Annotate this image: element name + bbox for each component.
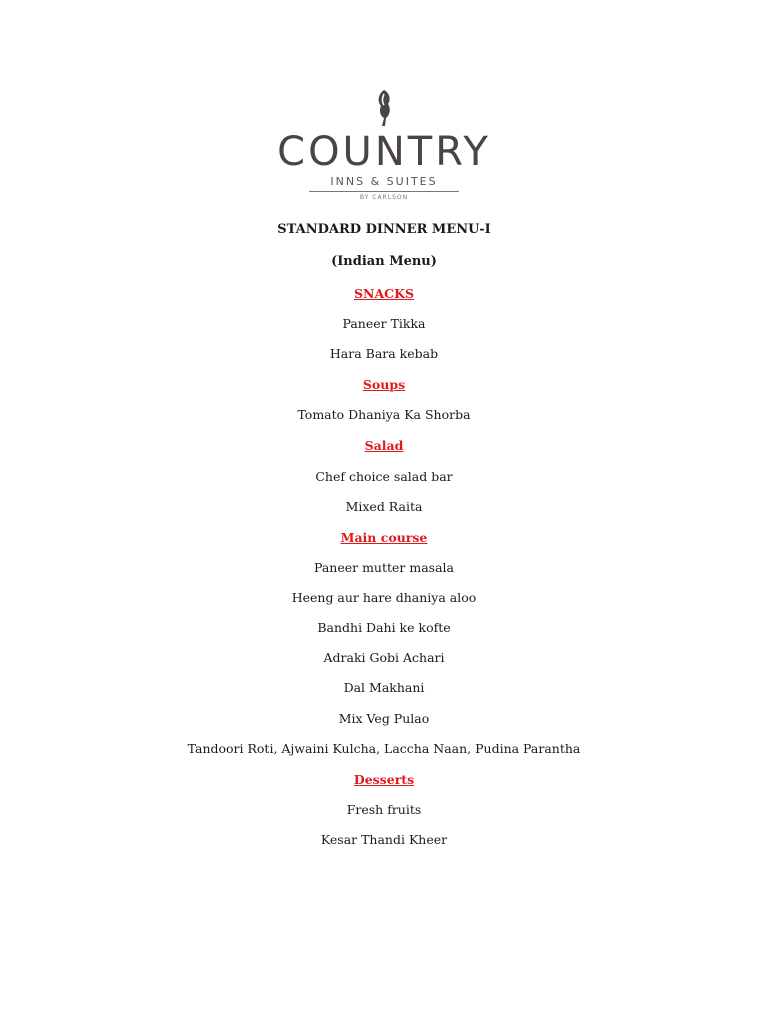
- leaf-icon: [372, 88, 396, 128]
- logo-divider: [309, 191, 459, 192]
- logo-by: BY CARLSON: [359, 194, 409, 201]
- menu-item: Hara Bara kebab: [329, 346, 439, 361]
- menu: [0, 222, 768, 848]
- logo-brand: COUNTRY: [277, 129, 491, 175]
- menu-item: Mixed Raita: [345, 499, 423, 514]
- section-heading-salad: Salad: [364, 438, 404, 453]
- section-heading-main-course: Main course: [340, 530, 428, 545]
- menu-item: Chef choice salad bar: [315, 469, 453, 484]
- menu-item: Tomato Dhaniya Ka Shorba: [297, 407, 471, 422]
- logo-sub: INNS & SUITES: [330, 175, 438, 188]
- menu-item: Fresh fruits: [346, 802, 422, 817]
- section-heading-snacks: SNACKS: [354, 286, 414, 301]
- menu-item: Mix Veg Pulao: [338, 711, 430, 726]
- menu-item: Paneer mutter masala: [313, 560, 454, 575]
- menu-item: Adraki Gobi Achari: [323, 650, 445, 665]
- menu-subtitle: (Indian Menu): [331, 254, 437, 269]
- menu-title: STANDARD DINNER MENU-I: [277, 222, 491, 237]
- menu-item: Dal Makhani: [343, 680, 425, 695]
- menu-item: Paneer Tikka: [342, 316, 426, 331]
- country-inns-logo: [0, 88, 768, 202]
- menu-item: Heeng aur hare dhaniya aloo: [291, 590, 477, 605]
- section-heading-soups: Soups: [362, 377, 406, 392]
- section-heading-desserts: Desserts: [353, 772, 415, 787]
- menu-item: Kesar Thandi Kheer: [320, 832, 448, 847]
- menu-item: Bandhi Dahi ke kofte: [317, 620, 451, 635]
- menu-item: Tandoori Roti, Ajwaini Kulcha, Laccha Naan, Pudina Parantha: [187, 741, 581, 756]
